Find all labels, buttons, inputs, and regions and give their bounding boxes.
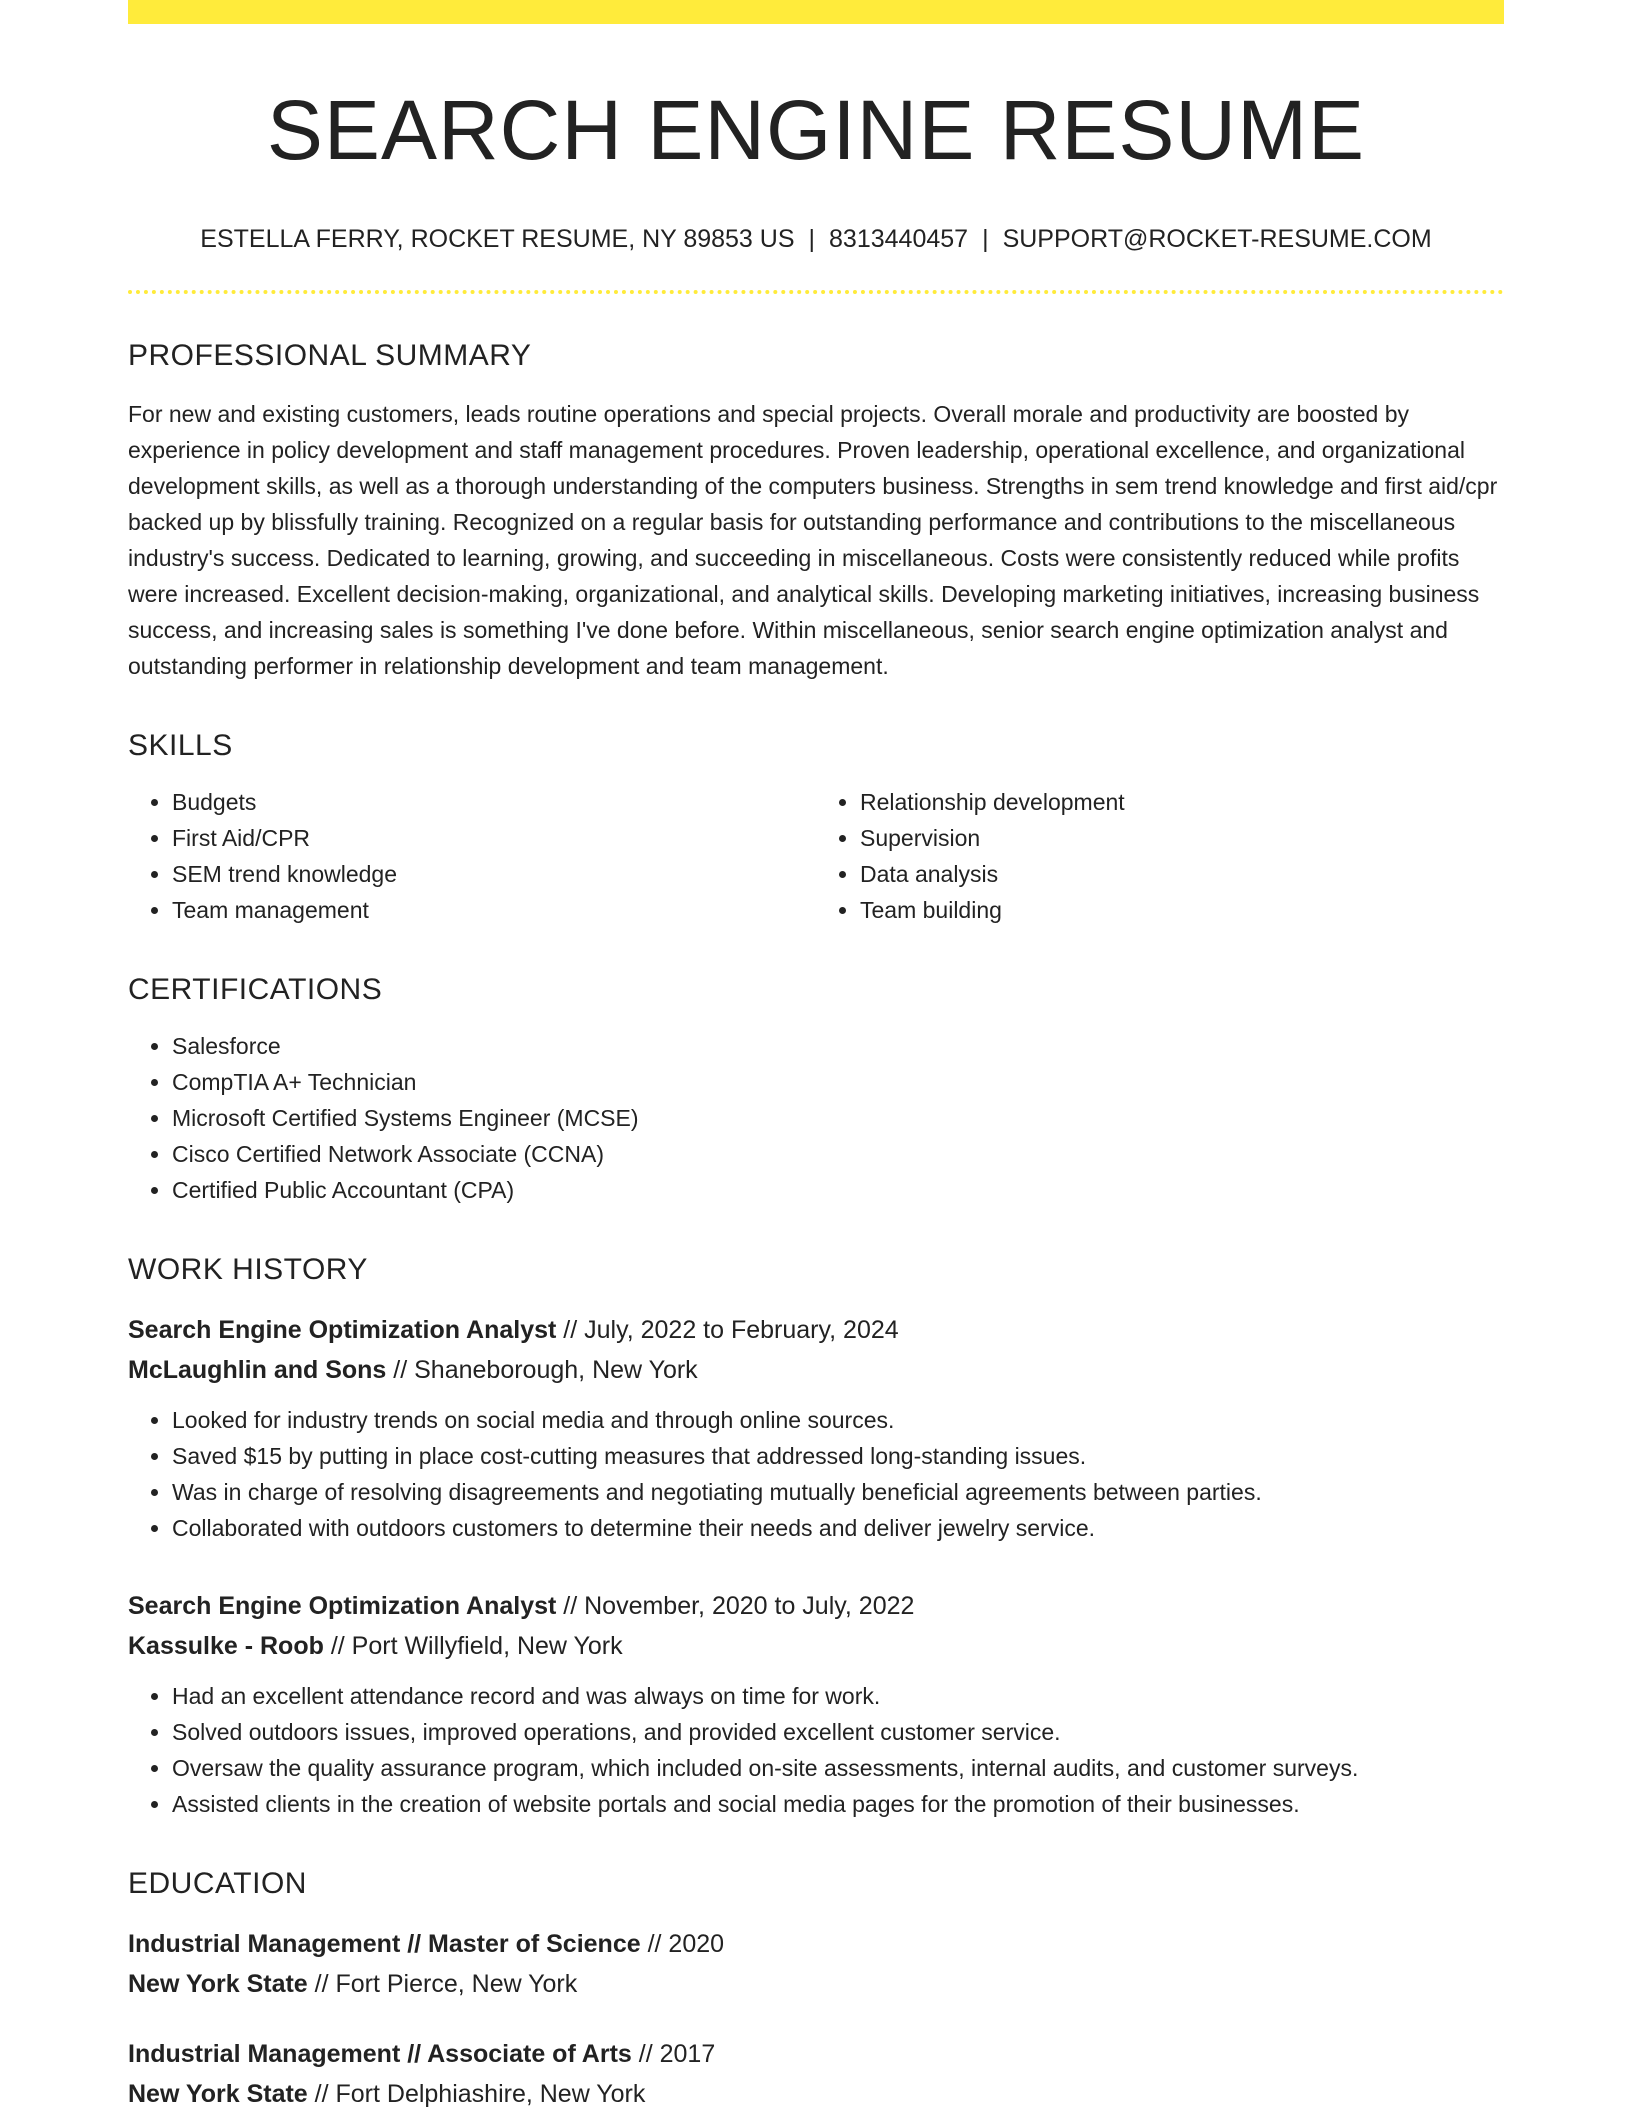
job-bullet: • Collaborated with outdoors customers to determine their needs and deliver jewelry service. [172,1510,1504,1546]
job-company-line [128,1626,1504,1666]
education-degree-line [128,1924,1504,1964]
job-bullet: • Saved $15 by putting in place cost-cutting measures that addressed long-standing issues. [172,1438,1504,1474]
skill-item: • Relationship development [860,784,1504,820]
education-year: // 2017 [638,2040,716,2069]
job-company-line [128,1350,1504,1390]
certification-item: • Salesforce [172,1028,1504,1064]
certification-item: • Certified Public Accountant (CPA) [172,1172,1504,1208]
education-year: // 2020 [647,1930,725,1959]
skills-list-right [816,784,1504,928]
resume-title: SEARCH ENGINE RESUME [266,83,1366,177]
accent-top-bar [128,0,1504,24]
job-bullet: • Oversaw the quality assurance program, which included on-site assessments, internal audits, and customer surveys. [172,1750,1504,1786]
certification-item: • Microsoft Certified Systems Engineer (MCSE) [172,1100,1504,1136]
job-bullet: • Had an excellent attendance record and was always on time for work. [172,1678,1504,1714]
job-entry [128,1586,1504,1822]
job-title-line [128,1310,1504,1350]
resume-page [128,0,1504,2114]
education-heading: EDUCATION [128,1867,307,1901]
skills-columns [128,784,1504,928]
skill-item: • Data analysis [860,856,1504,892]
education-school: New York State [128,2080,308,2109]
job-bullet: • Assisted clients in the creation of website portals and social media pages for the promotion of their businesses. [172,1786,1504,1822]
job-company: McLaughlin and Sons [128,1356,387,1385]
work-history-heading: WORK HISTORY [128,1253,368,1287]
summary-heading: PROFESSIONAL SUMMARY [128,339,532,373]
skill-item: • Budgets [172,784,816,820]
summary-section [128,338,1504,684]
contact-email: SUPPORT@ROCKET-RESUME.COM [1002,225,1432,254]
job-entry [128,1310,1504,1546]
job-title-line [128,1586,1504,1626]
certifications-list [128,1028,1504,1208]
education-degree: Industrial Management // Associate of Arts [128,2040,632,2069]
education-school-line [128,1964,1504,2004]
job-dates: // July, 2022 to February, 2024 [563,1316,899,1345]
certifications-section [128,972,1504,1208]
contact-line [128,224,1504,254]
summary-text: For new and existing customers, leads routine operations and special projects. Overall morale and productivity are boosted by experience in policy development and staff management procedures. Proven leadership, operational excellence, and organizational development skills, as well as a thorough understanding of the computers business. Strengths in sem trend knowledge and first aid/cpr backed up by blissfully training. Recognized on a regular basis for outstanding performance and contributions to the miscellaneous industry's success. Dedicated to learning, growing, and succeeding in miscellaneous. Costs were consistently reduced while profits were increased. Excellent decision-making, organizational, and analytical skills. Developing marketing initiatives, increasing business success, and increasing sales is something I've done before. Within miscellaneous, senior search engine optimization analyst and outstanding performer in relationship development and team management. [128,401,1498,680]
certification-item: • Cisco Certified Network Associate (CCNA) [172,1136,1504,1172]
certifications-heading: CERTIFICATIONS [128,973,383,1007]
skills-section [128,728,1504,928]
contact-phone: 8313440457 [829,225,969,254]
skill-item: • Team management [172,892,816,928]
education-entry [128,1924,1504,2004]
skill-item: • Team building [860,892,1504,928]
job-title: Search Engine Optimization Analyst [128,1592,557,1621]
job-title: Search Engine Optimization Analyst [128,1316,557,1345]
skills-list-left [128,784,816,928]
job-company: Kassulke - Roob [128,1632,324,1661]
certification-item: • CompTIA A+ Technician [172,1064,1504,1100]
education-section [128,1866,1504,2114]
contact-address: ESTELLA FERRY, ROCKET RESUME, NY 89853 US [200,225,795,254]
skill-item: • SEM trend knowledge [172,856,816,892]
work-history-section [128,1252,1504,1822]
education-degree-line [128,2034,1504,2074]
job-bullets [128,1402,1504,1546]
education-location: // Fort Pierce, New York [314,1970,578,1999]
education-school-line [128,2074,1504,2114]
job-bullets [128,1678,1504,1822]
job-dates: // November, 2020 to July, 2022 [563,1592,915,1621]
job-bullet: • Looked for industry trends on social media and through online sources. [172,1402,1504,1438]
contact-separator: | [808,225,816,254]
job-location: // Shaneborough, New York [393,1356,698,1385]
contact-separator: | [982,225,989,254]
skill-item: • First Aid/CPR [172,820,816,856]
education-degree: Industrial Management // Master of Science [128,1930,641,1959]
job-location: // Port Willyfield, New York [330,1632,623,1661]
education-location: // Fort Delphiashire, New York [314,2080,646,2109]
job-bullet: • Was in charge of resolving disagreements and negotiating mutually beneficial agreements between parties. [172,1474,1504,1510]
job-bullet: • Solved outdoors issues, improved operations, and provided excellent customer service. [172,1714,1504,1750]
skills-heading: SKILLS [128,729,233,763]
education-school: New York State [128,1970,308,1999]
skill-item: • Supervision [860,820,1504,856]
dotted-divider [128,290,1504,294]
education-entry [128,2034,1504,2114]
